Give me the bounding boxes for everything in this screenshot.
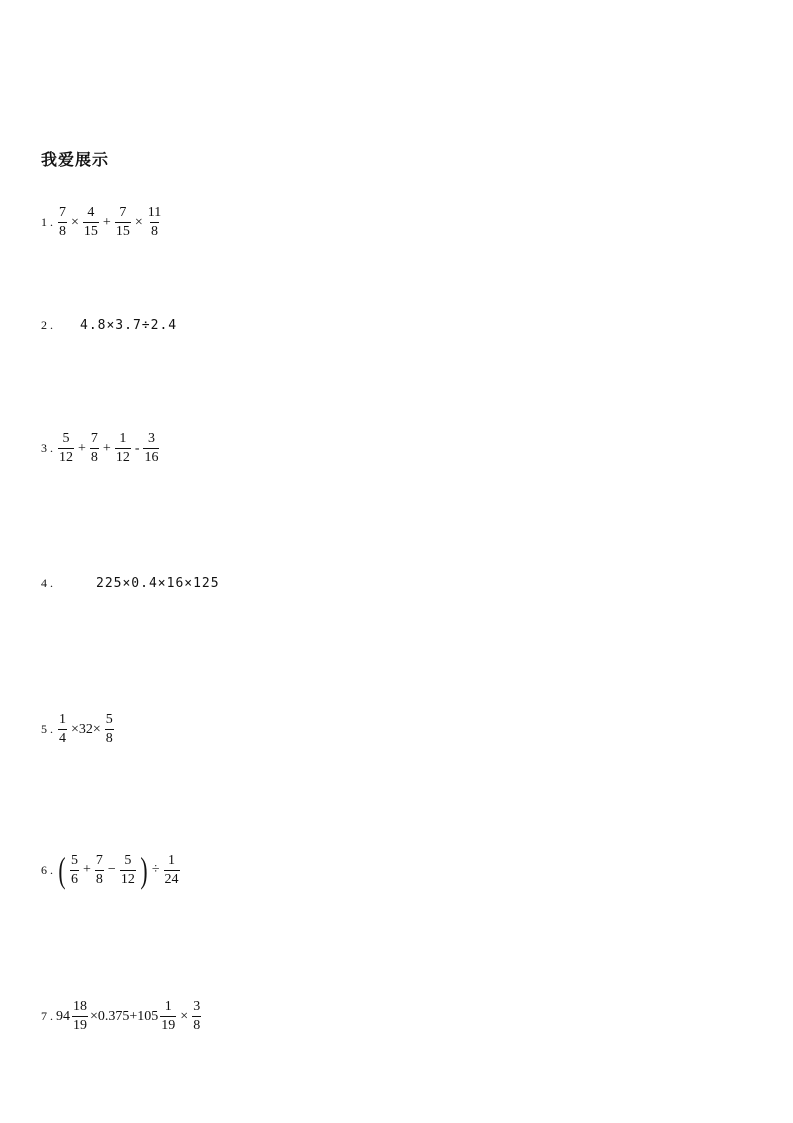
- problem-number: 4 .: [41, 576, 53, 590]
- operator: +: [83, 862, 91, 877]
- problem-5: [41, 713, 116, 746]
- fraction: $\frac{1}{12}$: [115, 431, 130, 465]
- problem-number: 1 .: [41, 215, 53, 229]
- fraction: $\frac{5}{8}$: [105, 712, 113, 746]
- problem-4: [41, 576, 220, 591]
- operator: +: [102, 440, 111, 456]
- problem-number: 7 .: [41, 1009, 53, 1023]
- problem-3: [41, 432, 161, 465]
- fraction: $\frac{1}{19}$: [161, 999, 176, 1033]
- problem-1: [41, 206, 164, 239]
- fraction: $\frac{5}{12}$: [120, 852, 135, 887]
- operator: +: [102, 214, 111, 230]
- fraction: $\frac{4}{15}$: [83, 205, 98, 239]
- operator: ×: [134, 214, 143, 230]
- fraction: $\frac{7}{8}$: [95, 852, 103, 887]
- fraction: $\frac{11}{8}$: [147, 205, 162, 239]
- fraction: $\frac{7}{8}$: [90, 431, 98, 465]
- expression-middle: ×0.375+105: [90, 1008, 159, 1024]
- operator: ×: [180, 1008, 189, 1024]
- fraction: $\frac{7}{8}$: [59, 205, 66, 239]
- problem-6: [41, 852, 182, 888]
- fraction: $\frac{3}{16}$: [144, 431, 159, 465]
- problem-7: [41, 1000, 203, 1033]
- fraction: $\frac{1}{24}$: [164, 852, 179, 887]
- page-title: 我爱展示: [41, 150, 110, 169]
- fraction: $\frac{7}{15}$: [115, 205, 130, 239]
- operator: ×: [71, 214, 79, 230]
- expression-middle: ×32×: [71, 721, 101, 737]
- operator: -: [134, 440, 140, 456]
- operator: −: [107, 862, 116, 877]
- parenthesized-group: [56, 852, 150, 888]
- left-parenthesis: (: [58, 850, 66, 890]
- problem-number: 6 .: [41, 862, 53, 877]
- right-parenthesis: ): [140, 850, 148, 890]
- problem-number: 5 .: [41, 722, 53, 736]
- fraction: $\frac{3}{8}$: [193, 999, 201, 1033]
- fraction: $\frac{5}{6}$: [71, 852, 78, 887]
- fraction: $\frac{1}{4}$: [59, 712, 66, 746]
- operator: ÷: [151, 862, 160, 877]
- fraction: $\frac{18}{19}$: [73, 999, 87, 1033]
- problem-2: [41, 318, 177, 333]
- operator: +: [78, 440, 86, 456]
- expression: 4.8×3.7÷2.4: [80, 318, 178, 333]
- whole-number: 94: [56, 1008, 70, 1024]
- fraction: $\frac{5}{12}$: [59, 431, 73, 465]
- problem-number: 2 .: [41, 318, 53, 332]
- problem-number: 3 .: [41, 441, 53, 455]
- expression: 225×0.4×16×125: [96, 576, 220, 591]
